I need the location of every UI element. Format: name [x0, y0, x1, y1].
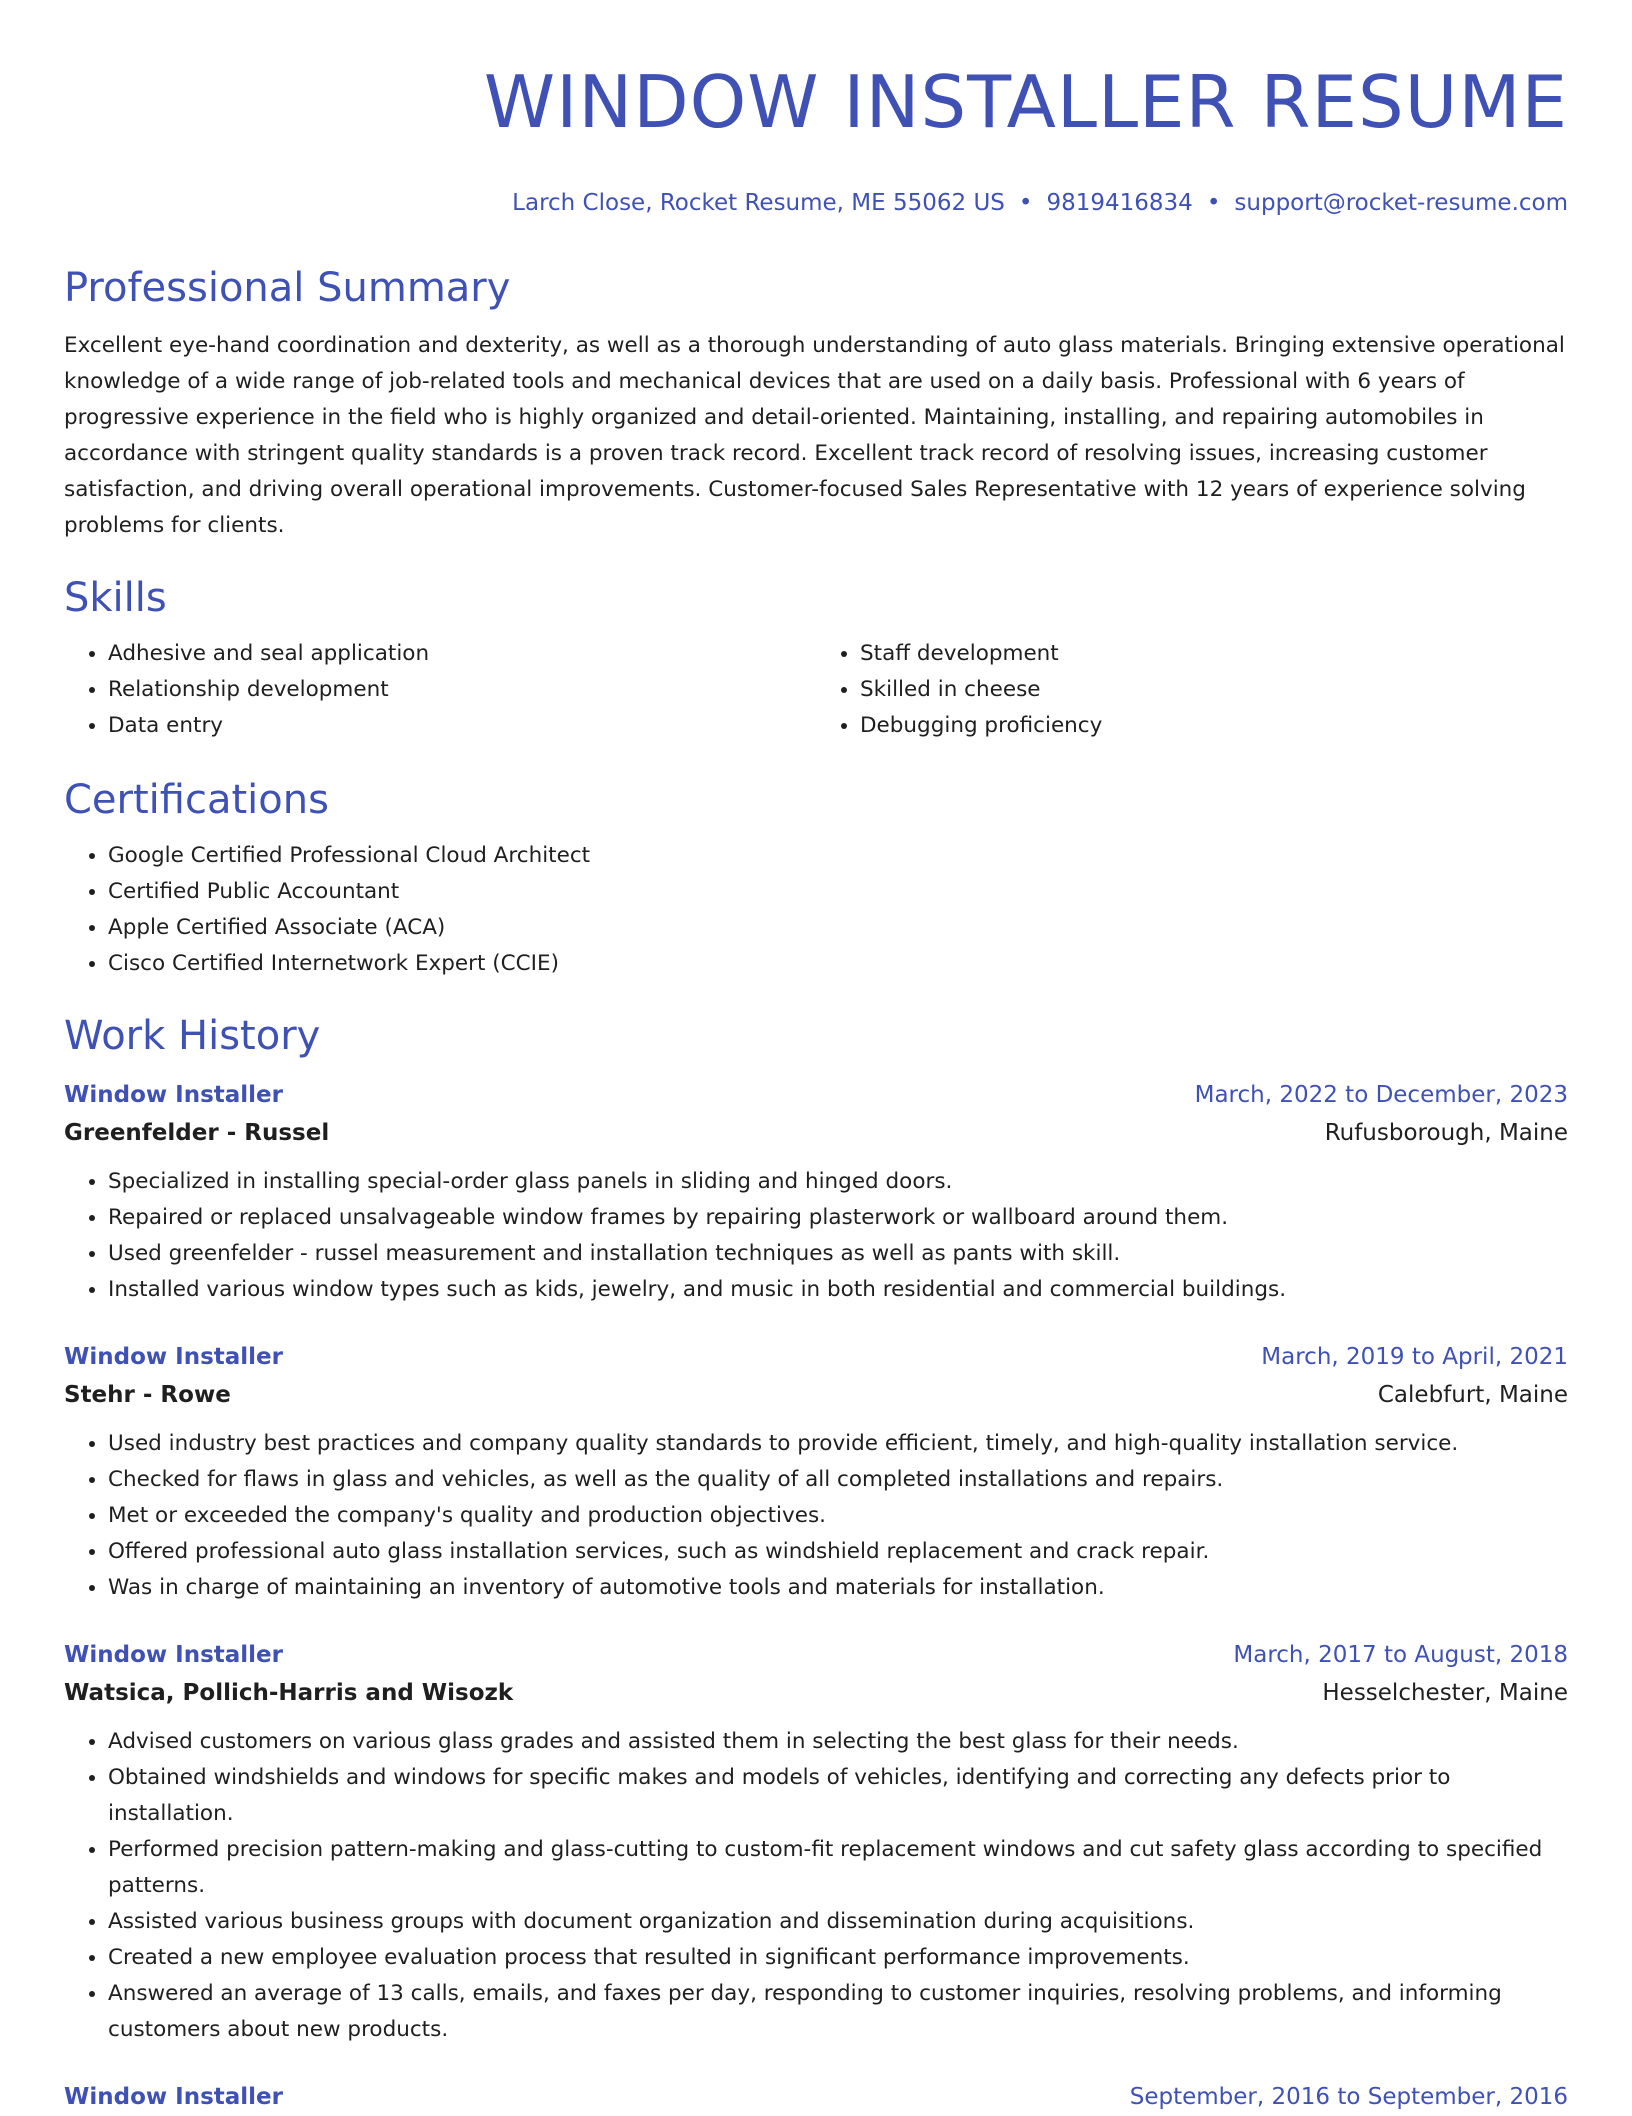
- contact-email[interactable]: support@rocket-resume.com: [1234, 190, 1568, 216]
- job-location: Rufusborough, Maine: [1324, 1120, 1568, 1146]
- job-bullet: • Created a new employee evaluation process that resulted in significant performance improvements.: [108, 1940, 1568, 1976]
- job-bullet: • Assisted various business groups with document organization and dissemination during acquisitions.: [108, 1904, 1568, 1940]
- skills-column-right: [816, 636, 1568, 744]
- job-entry: [64, 1076, 1568, 1308]
- skill-item: • Debugging proficiency: [860, 708, 1568, 744]
- job-title: Window Installer: [64, 1082, 283, 1108]
- job-company: Watsica, Pollich-Harris and Wisozk: [64, 1680, 514, 1706]
- job-location: Hesselchester, Maine: [1322, 1680, 1568, 1706]
- job-entry: [64, 1338, 1568, 1606]
- job-bullet: • Obtained windshields and windows for specific makes and models of vehicles, identifying and correcting any defects prior to installation.: [108, 1760, 1568, 1832]
- job-bullet: • Answered an average of 13 calls, emails, and faxes per day, responding to customer inquiries, resolving problems, and informing customers about new products.: [108, 1976, 1568, 2048]
- job-company: Stehr - Rowe: [64, 1382, 231, 1408]
- skill-item: • Staff development: [860, 636, 1568, 672]
- skill-item: • Relationship development: [108, 672, 816, 708]
- job-bullet: • Checked for flaws in glass and vehicles, as well as the quality of all completed installations and repairs.: [108, 1462, 1568, 1498]
- skills-heading: Skills: [64, 575, 167, 621]
- job-dates: March, 2022 to December, 2023: [1194, 1082, 1568, 1108]
- contact-separator: •: [1018, 190, 1033, 216]
- job-title: Window Installer: [64, 1344, 283, 1370]
- certifications-list: [64, 838, 1568, 982]
- certification-item: • Apple Certified Associate (ACA): [108, 910, 1568, 946]
- skills-column-left: [64, 636, 816, 744]
- summary-text: Excellent eye-hand coordination and dexterity, as well as a thorough understanding of auto glass materials. Bringing extensive operational knowledge of a wide range of job-related tools and mechanical devices that are used on a daily basis. Professional with 6 years of progressive experience in the field who is highly organized and detail-oriented. Maintaining, installing, and repairing automobiles in accordance with stringent quality standards is a proven track record. Excellent track record of resolving issues, increasing customer satisfaction, and driving overall operational improvements. Customer-focused Sales Representative with 12 years of experience solving problems for clients.: [64, 333, 1565, 538]
- summary-heading: Professional Summary: [64, 265, 511, 311]
- contact-line: [64, 188, 1568, 218]
- job-bullet: • Specialized in installing special-order glass panels in sliding and hinged doors.: [108, 1164, 1568, 1200]
- contact-address: Larch Close, Rocket Resume, ME 55062 US: [512, 190, 1005, 216]
- job-dates: March, 2017 to August, 2018: [1233, 1642, 1568, 1668]
- contact-phone: 9819416834: [1046, 190, 1193, 216]
- skill-item: • Data entry: [108, 708, 816, 744]
- job-bullet: • Used industry best practices and company quality standards to provide efficient, timely, and high-quality installation service.: [108, 1426, 1568, 1462]
- contact-separator: •: [1206, 190, 1221, 216]
- skills-list: [64, 636, 1568, 744]
- job-company: Greenfelder - Russel: [64, 1120, 330, 1146]
- job-bullet: • Repaired or replaced unsalvageable window frames by repairing plasterwork or wallboard around them.: [108, 1200, 1568, 1236]
- job-dates: September, 2016 to September, 2016: [1129, 2084, 1568, 2110]
- job-bullets: [64, 1426, 1568, 1606]
- certification-item: • Cisco Certified Internetwork Expert (CCIE): [108, 946, 1568, 982]
- skill-item: • Adhesive and seal application: [108, 636, 816, 672]
- job-bullet: • Advised customers on various glass grades and assisted them in selecting the best glass for their needs.: [108, 1724, 1568, 1760]
- job-dates: March, 2019 to April, 2021: [1261, 1344, 1568, 1370]
- job-entry: [64, 2078, 1568, 2116]
- job-entry: [64, 1636, 1568, 2048]
- skill-item: • Skilled in cheese: [860, 672, 1568, 708]
- certification-item: • Google Certified Professional Cloud Architect: [108, 838, 1568, 874]
- job-title: Window Installer: [64, 2084, 283, 2110]
- job-bullet: • Performed precision pattern-making and glass-cutting to custom-fit replacement windows and cut safety glass according to specified patterns.: [108, 1832, 1568, 1904]
- resume-title: WINDOW INSTALLER RESUME: [483, 60, 1568, 144]
- job-bullet: • Installed various window types such as kids, jewelry, and music in both residential and commercial buildings.: [108, 1272, 1568, 1308]
- certifications-heading: Certifications: [64, 777, 329, 823]
- job-bullet: • Was in charge of maintaining an inventory of automotive tools and materials for installation.: [108, 1570, 1568, 1606]
- job-bullets: [64, 1164, 1568, 1308]
- job-bullet: • Used greenfelder - russel measurement and installation techniques as well as pants with skill.: [108, 1236, 1568, 1272]
- certification-item: • Certified Public Accountant: [108, 874, 1568, 910]
- work-history-heading: Work History: [64, 1013, 321, 1059]
- job-bullets: [64, 1724, 1568, 2048]
- job-location: Calebfurt, Maine: [1377, 1382, 1568, 1408]
- job-title: Window Installer: [64, 1642, 283, 1668]
- job-bullet: • Met or exceeded the company's quality and production objectives.: [108, 1498, 1568, 1534]
- job-bullet: • Offered professional auto glass installation services, such as windshield replacement and crack repair.: [108, 1534, 1568, 1570]
